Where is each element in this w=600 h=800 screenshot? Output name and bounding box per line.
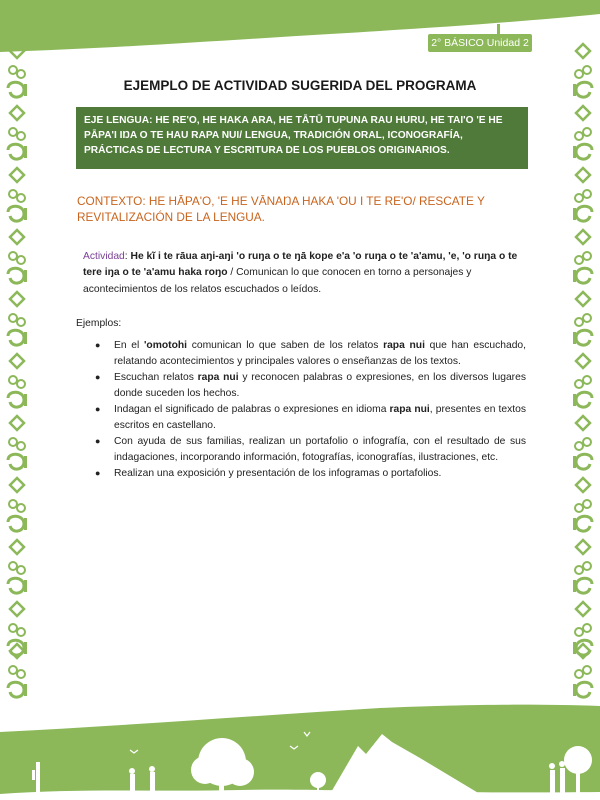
- left-ornamental-border-icon: [4, 40, 30, 700]
- bullet-icon: ●: [95, 404, 101, 414]
- bullet-icon: ●: [95, 468, 101, 478]
- activity-rapanui-text: He kĩ i te rāua aŋi-aŋi 'o ruŋa o te ŋā kope e'a 'o ruŋa o te 'a'amu, 'e, 'o ruŋa o te tere iŋa o te 'a'amu haka roŋo: [83, 251, 518, 279]
- activity-spanish-text: / Comunican lo que conocen en torno a personajes y acontecimientos de los relatos escuchados o leídos.: [83, 267, 472, 295]
- curriculum-axis-box: EJE LENGUA: HE RE'O, HE HAKA ARA, HE TĀTŪ TUPUNA RAU HURU, HE TAI'O 'E HE PĀPA'I IŊA O TE HAU RAPA NUI/ LENGUA, TRADICIÓN ORAL, ICONOGRAFÍA, PRÁCTICAS DE LECTURA Y ESCRITURA DE LOS PUEBLOS ORIGINARIOS.: [76, 107, 528, 169]
- activity-label: Actividad: [83, 251, 125, 262]
- example-item: ● Indagan el significado de palabras o expresiones en idioma rapa nui, presentes en textos escritos en castellano.: [95, 404, 526, 431]
- examples-list: [95, 338, 526, 483]
- bottom-landscape-illustration: [0, 660, 600, 800]
- example-item: ● En el 'omotohi comunican lo que saben de los relatos rapa nui que han escuchado, relatando acontecimientos y principales valores o enseñanzas de los textos.: [95, 340, 527, 367]
- context-heading: CONTEXTO: HE HĀPA'O, 'E HE VĀNAŊA HAKA 'OU I TE RE'O/ RESCATE Y REVITALIZACIÓN DE LA LENGUA.: [77, 194, 485, 224]
- activity-separator: :: [124, 251, 131, 262]
- example-item: ● Escuchan relatos rapa nui y reconocen palabras o expresiones, en los diversos lugares donde suceden los hechos.: [95, 372, 526, 399]
- example-item: ● Realizan una exposición y presentación de los infogramas o portafolios.: [95, 466, 526, 482]
- bullet-icon: ●: [95, 436, 101, 446]
- activity-paragraph: [83, 249, 535, 298]
- example-item: ● Con ayuda de sus familias, realizan un portafolio o infografía, con el resultado de sus indagaciones, incorporando información, fotografías, iconografías, ilustraciones, etc.: [95, 436, 526, 463]
- grade-unit-tag: 2° BÁSICO Unidad 2: [428, 34, 532, 52]
- bullet-icon: ●: [95, 372, 101, 382]
- examples-label: Ejemplos:: [76, 318, 122, 329]
- right-ornamental-border-icon: [570, 40, 596, 700]
- page-title: EJEMPLO DE ACTIVIDAD SUGERIDA DEL PROGRAMA: [123, 78, 477, 93]
- bullet-icon: ●: [95, 340, 101, 350]
